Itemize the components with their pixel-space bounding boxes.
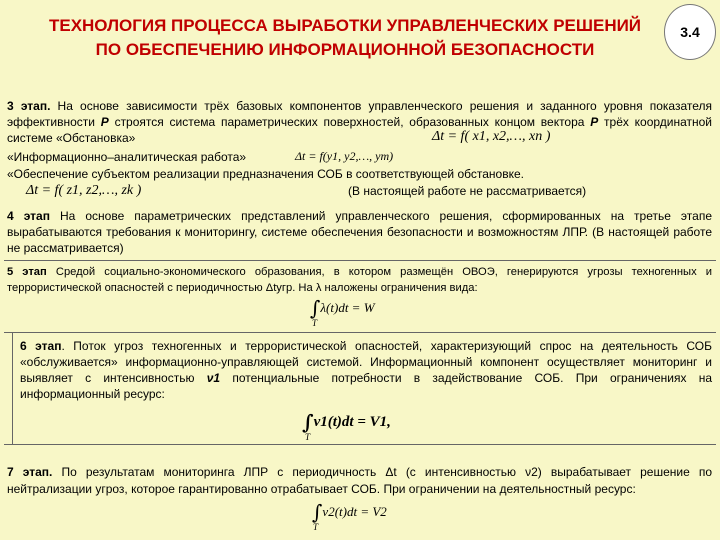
stage3-text1: На основе зависимости трёх базовых компонентов управленческого решения и заданного уровня показателя эффективности (7, 99, 712, 129)
stage6-text1: . Поток угроз техногенных и террористической опасностей, характеризующий спрос на деятельность СОБ «обслуживается» информационно-управляющей системой. Информационный компонент осуществляет мониторинг и выявляет с интенсивностью (20, 339, 712, 385)
stage7-formula: ∫ν2(t)dt = V2 (312, 500, 387, 524)
stage3-note: (В настоящей работе не рассматривается) (348, 184, 587, 198)
stage5-text: Средой социально-экономического образования, в котором размещён ОВОЭ, генерируются угрозы техногенных и террористической опасностей с периодичностью Δtугр. На λ наложены ограничения вида: (7, 266, 712, 294)
stage6-limit: T (305, 432, 311, 442)
stage5-label: 5 этап (7, 266, 47, 278)
stage3-label: 3 этап. (7, 99, 51, 113)
stage3-text2: строятся система параметрических поверхностей, образованных концом вектора (108, 115, 591, 129)
stage6-paragraph (20, 338, 712, 402)
integral-icon: ∫ (302, 410, 314, 434)
stage4-text: На основе параметрических представлений управленческого решения, сформированных на третье этапе вырабатываются требования к мониторингу, системе обеспечения безопасности и возможностям ЛПР. (В настоящей работе не рассматривается) (7, 209, 713, 255)
divider-vertical (12, 332, 13, 444)
stage3-text3: трёх координатной системе «Обстановка» (7, 115, 713, 145)
stage7-text: По результатам мониторинга ЛПР с периодичность Δt (с интенсивностью ν2) вырабатывает решение по нейтрализации угроз, которое гарантированно отрабатывает СОБ. При ограничении на деятельностный ресурс: (7, 465, 713, 496)
stage3-formula1: Δt = f( x1, x2,…, xn ) (432, 129, 551, 144)
stage3-paragraph (7, 98, 712, 146)
divider-2 (4, 332, 716, 333)
stage4-paragraph (7, 208, 712, 256)
stage3-p2: P (590, 115, 599, 129)
stage6-text2: потенциальные потребности в задействование СОБ. При ограничениях на информационный ресурс: (20, 371, 712, 401)
stage5-limit: T (312, 318, 318, 328)
stage7-limit: T (313, 522, 319, 532)
stage3-formula3: Δt = f( z1, z2,…, zk ) (26, 183, 142, 198)
stage6-label: 6 этап (20, 339, 62, 353)
stage3-line2: «Информационно–аналитическая работа» (7, 150, 247, 164)
page-title: ТЕХНОЛОГИЯ ПРОЦЕССА ВЫРАБОТКИ УПРАВЛЕНЧЕСКИХ РЕШЕНИЙ ПО ОБЕСПЕЧЕНИЮ ИНФОРМАЦИОННОЙ БЕЗОПАСНОСТИ (48, 16, 642, 59)
stage3-line3: «Обеспечение субъектом реализации предназначения СОБ в соответствующей обстановке. (7, 167, 524, 181)
stage3-p1: P (100, 115, 109, 129)
stage7-paragraph (7, 464, 712, 498)
stage3-formula2: Δt = f(y1, y2,…, ym) (295, 149, 394, 163)
divider-3 (4, 444, 716, 445)
slide-number-badge: 3.4 (664, 4, 716, 60)
stage4-label: 4 этап (7, 209, 50, 223)
stage6-formula: ∫ν1(t)dt = V1, (302, 410, 391, 434)
integral-icon: ∫ (312, 500, 323, 524)
stage7-label: 7 этап. (7, 465, 53, 479)
stage5-formula: ∫λ(t)dt = W (310, 296, 375, 320)
stage6-nu: ν1 (206, 371, 221, 385)
stage5-paragraph (7, 264, 712, 296)
divider-1 (4, 260, 716, 261)
integral-icon: ∫ (310, 296, 321, 320)
